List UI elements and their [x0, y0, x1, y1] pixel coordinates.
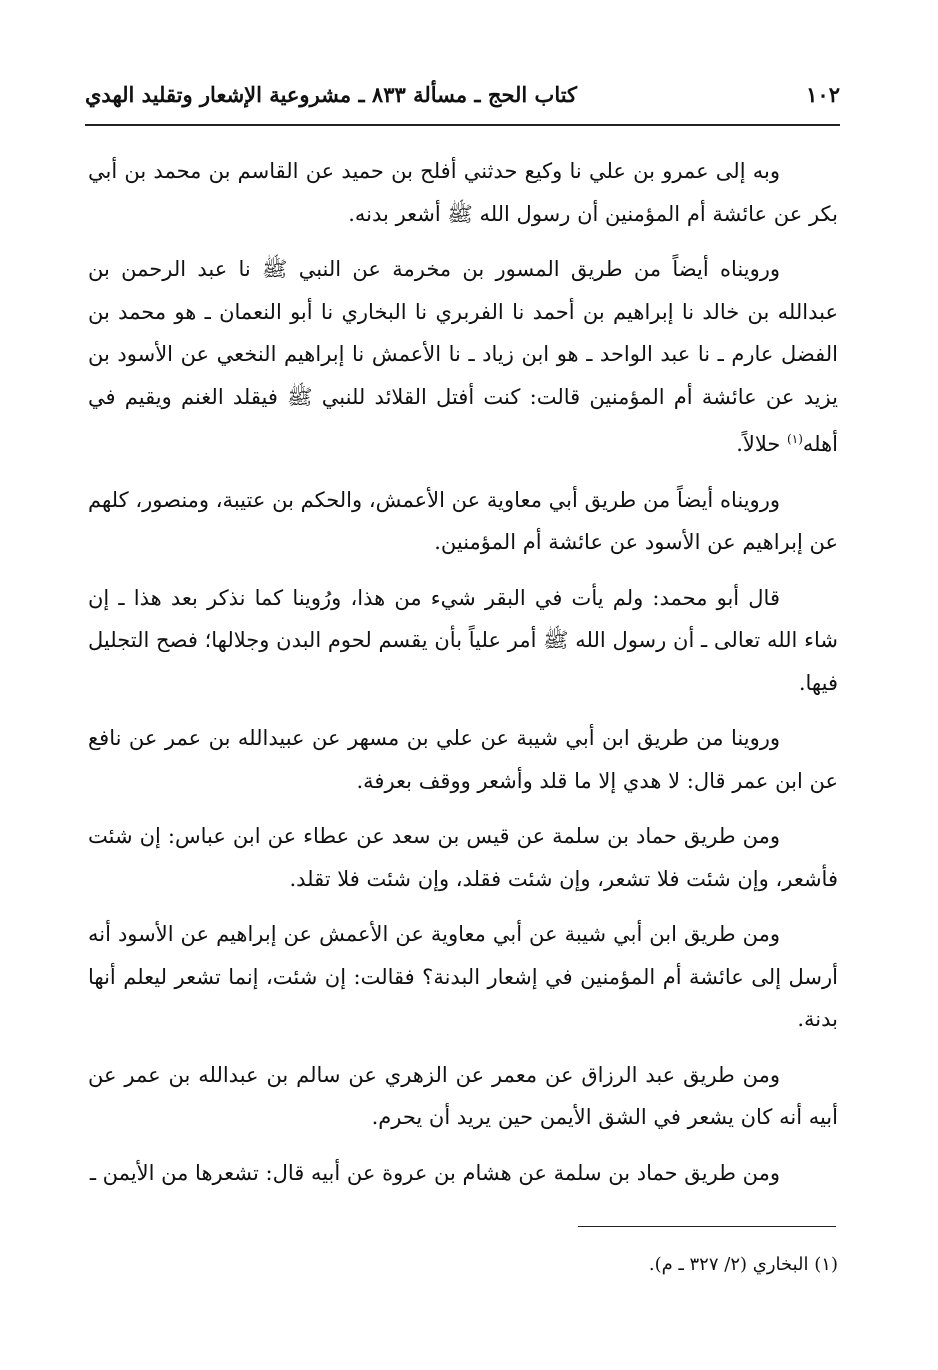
- page-number: ١٠٢: [806, 81, 840, 107]
- paragraph-text: ورويناه أيضاً من طريق المسور بن مخرمة عن النبي ﷺ نا عبد الرحمن بن عبدالله بن خالد نا إبراهيم بن أحمد نا الفربري نا البخاري نا أبو النعمان ـ هو محمد بن الفضل عارم ـ نا عبد الواحد ـ هو ابن زياد ـ نا الأعمش نا إبراهيم النخعي عن الأسود بن يزيد عن عائشة أم المؤمنين قالت: كنت أفتل القلائد للنبي ﷺ فيقلد الغنم ويقيم في أهله: [88, 257, 838, 456]
- paragraph: ومن طريق حماد بن سلمة عن قيس بن سعد عن عطاء عن ابن عباس: إن شئت فأشعر، وإن شئت فلا تشعر، وإن شئت فقلد، وإن شئت فلا تقلد.: [88, 824, 838, 891]
- running-title: كتاب الحج ـ مسألة ٨٣٣ ـ مشروعية الإشعار وتقليد الهدي: [85, 81, 578, 107]
- paragraph: وروينا من طريق ابن أبي شيبة عن علي بن مسهر عن عبيدالله بن عمر عن نافع عن ابن عمر قال: لا هدي إلا ما قلد وأشعر ووقف بعرفة.: [88, 726, 838, 793]
- paragraph: ومن طريق حماد بن سلمة عن هشام بن عروة عن أبيه قال: تشعرها من الأيمن ـ: [89, 1160, 780, 1185]
- footnote-marker[interactable]: (١): [787, 432, 803, 446]
- footnote-divider: [578, 1226, 836, 1227]
- paragraph: ورويناه أيضاً من طريق أبي معاوية عن الأعمش، والحكم بن عتيبة، ومنصور، كلهم عن إبراهيم عن الأسود عن عائشة أم المؤمنين.: [88, 487, 838, 554]
- paragraph: ومن طريق ابن أبي شيبة عن أبي معاوية عن الأعمش عن إبراهيم عن الأسود أنه أرسل إلى عائشة أم المؤمنين في إشعار البدنة؟ فقالت: إن شئت، إنما تشعر ليعلم أنها بدنة.: [88, 922, 838, 1031]
- header-divider: [85, 124, 840, 126]
- page-header: [85, 72, 840, 116]
- paragraph: قال أبو محمد: ولم يأت في البقر شيء من هذا، ورُوينا كما نذكر بعد هذا ـ إن شاء الله تعالى ـ أن رسول الله ﷺ أمر علياً بأن يقسم لحوم البدن وجلالها؛ فصح التجليل فيها.: [88, 585, 838, 695]
- paragraph: [88, 248, 838, 466]
- main-text: [88, 150, 838, 1207]
- paragraph: ومن طريق عبد الرزاق عن معمر عن الزهري عن سالم بن عبدالله بن عمر عن أبيه أنه كان يشعر في الشق الأيمن حين يريد أن يحرم.: [88, 1062, 838, 1129]
- paragraph: وبه إلى عمرو بن علي نا وكيع حدثني أفلح بن حميد عن القاسم بن محمد بن أبي بكر عن عائشة أم المؤمنين أن رسول الله ﷺ أشعر بدنه.: [88, 159, 838, 226]
- footnote: (١) البخاري (٢/ ٣٢٧ ـ م).: [648, 1254, 838, 1275]
- paragraph-tail: حلالاً.: [736, 432, 788, 456]
